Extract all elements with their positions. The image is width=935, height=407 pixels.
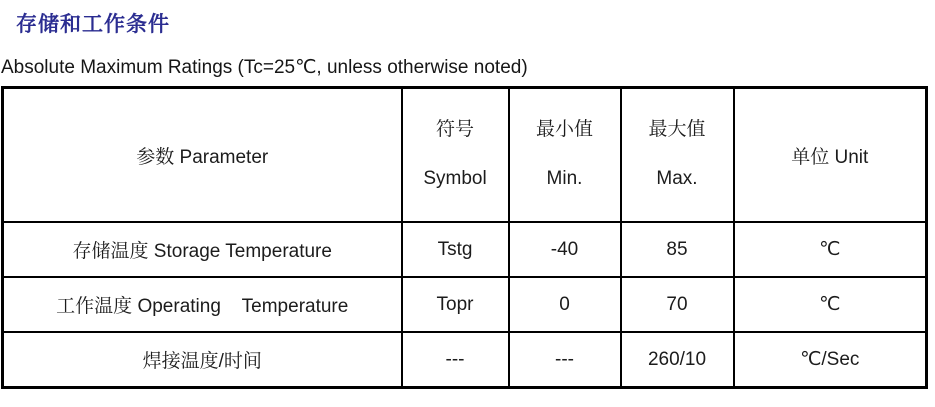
- row-max: 85: [621, 222, 734, 277]
- table-caption: Absolute Maximum Ratings (Tc=25℃, unless otherwise noted): [1, 57, 528, 78]
- table-row: [3, 332, 927, 388]
- row-min: -40: [509, 222, 621, 277]
- header-parameter: [3, 88, 402, 223]
- header-symbol: [402, 88, 509, 223]
- table-row: [3, 222, 927, 277]
- header-parameter-label: 参数 Parameter: [136, 146, 269, 168]
- row-parameter: 焊接温度/时间: [3, 332, 402, 388]
- row-max: 70: [621, 277, 734, 332]
- table-header-row: [3, 88, 927, 223]
- section-title: 存储和工作条件: [16, 13, 170, 36]
- header-unit: [734, 88, 927, 223]
- header-symbol-cn: 符号: [435, 119, 474, 141]
- table-row: [3, 277, 927, 332]
- row-min: 0: [509, 277, 621, 332]
- header-unit-label: 单位 Unit: [791, 146, 869, 168]
- header-min-en: Min.: [546, 168, 583, 189]
- row-unit: ℃: [734, 277, 927, 332]
- header-max-en: Max.: [656, 168, 698, 189]
- absolute-maximum-ratings-table: [1, 86, 928, 389]
- row-symbol: ---: [402, 332, 509, 388]
- row-max: 260/10: [621, 332, 734, 388]
- header-max-cn: 最大值: [648, 119, 706, 141]
- row-parameter: 工作温度 Operating Temperature: [3, 277, 402, 332]
- header-symbol-en: Symbol: [423, 168, 487, 189]
- row-unit: ℃: [734, 222, 927, 277]
- header-min: [509, 88, 621, 223]
- row-min: ---: [509, 332, 621, 388]
- row-symbol: Topr: [402, 277, 509, 332]
- header-min-cn: 最小值: [535, 119, 593, 141]
- row-unit: ℃/Sec: [734, 332, 927, 388]
- row-parameter: 存储温度 Storage Temperature: [3, 222, 402, 277]
- header-max: [621, 88, 734, 223]
- row-symbol: Tstg: [402, 222, 509, 277]
